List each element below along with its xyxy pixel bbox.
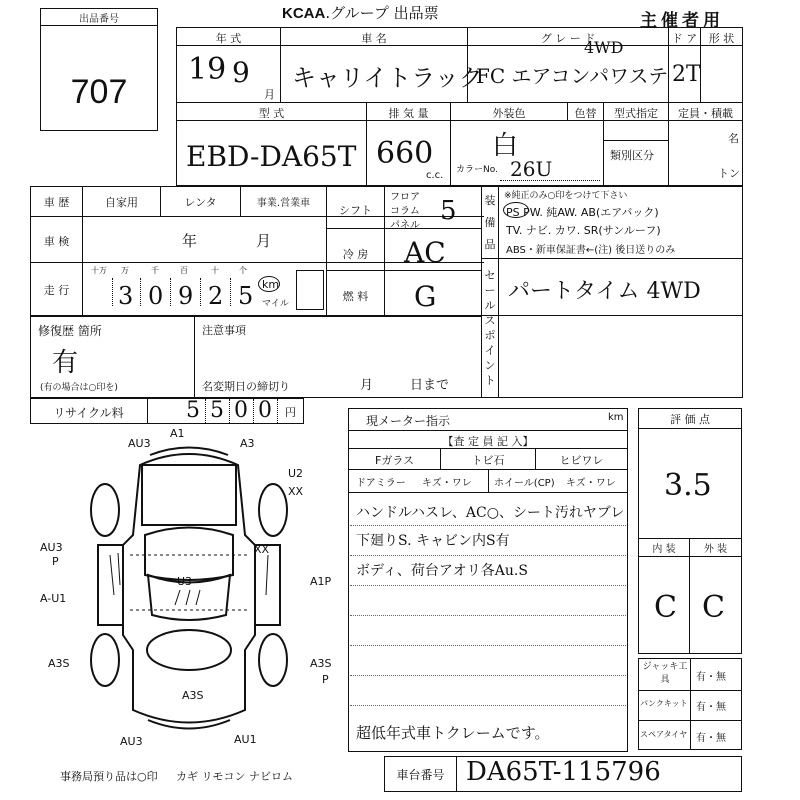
- mark-AU1-front: AU1: [234, 733, 257, 746]
- tire-front-left: [91, 484, 119, 536]
- month-unit: 月: [264, 88, 275, 101]
- mark-A3S-left: A3S: [48, 657, 70, 670]
- mile-unit: マイル: [262, 299, 289, 309]
- mirror-label: ドアミラー: [356, 478, 406, 489]
- model-label: 型 式: [258, 107, 285, 120]
- shift-panel: パネル: [390, 220, 420, 231]
- month-value: 9: [232, 56, 250, 89]
- color-change-label: 色替: [574, 107, 597, 120]
- lot-number-box: [40, 8, 158, 131]
- mileage-digit: 3: [118, 282, 134, 310]
- exterior-label: 外 装: [703, 544, 728, 555]
- repair-value: 有: [52, 348, 79, 378]
- jack-options: 有・無: [696, 672, 726, 683]
- mark-U2: U2: [288, 467, 304, 480]
- organizer-label: 主催者用: [640, 11, 724, 31]
- inspection-label: 車 検: [43, 235, 70, 248]
- sales-point-value: パートタイム 4WD: [508, 279, 701, 304]
- displacement-label: 排 気 量: [388, 107, 429, 120]
- shift-column: コラム: [390, 206, 420, 217]
- equipment-line2: TV. ナビ. カワ. SR(サンルーフ): [506, 224, 661, 237]
- history-rental: レンタ: [184, 196, 217, 209]
- doors-label: ド ア: [671, 32, 698, 45]
- type-spec-label: 型式指定: [614, 107, 658, 120]
- sales-point-label: セールスポイント: [484, 269, 496, 387]
- score-value: 3.5: [664, 468, 712, 503]
- vehicle-diagram: [30, 425, 348, 760]
- jack-label: ジャッキ工具: [642, 662, 688, 685]
- history-private: 自家用: [105, 196, 138, 209]
- spare-label: スペアタイヤ: [640, 730, 688, 739]
- deadline-label: 名変期日の締切り: [202, 380, 290, 393]
- sheet-title-text: .グループ 出品票: [325, 4, 439, 22]
- inspector-title: 【査 定 員 記 入】: [442, 435, 534, 448]
- fuel-value: G: [414, 280, 437, 313]
- capacity-unit-tons: トン: [718, 167, 740, 180]
- mileage-digit: 5: [238, 282, 254, 310]
- tire-front-right: [259, 484, 287, 536]
- mark-A3S-front: A3S: [182, 689, 204, 702]
- history-label: 車 歴: [43, 196, 70, 209]
- equipment-line3: ABS・新車保証書←(注) 後日送りのみ: [506, 245, 676, 256]
- mileage-digit: 2: [208, 282, 224, 310]
- shift-floor: フロア: [390, 192, 420, 203]
- inspection-month-unit: 月: [256, 232, 272, 250]
- color-label: 外装色: [492, 107, 526, 120]
- lot-number: 707: [70, 73, 128, 111]
- mark-XX-side: XX: [254, 543, 270, 556]
- km-unit: km: [262, 278, 280, 291]
- office-note: 事務局預り品は○印: [60, 770, 158, 783]
- recycle-digit: 5: [210, 398, 224, 423]
- score-label: 評 価 点: [670, 413, 710, 426]
- exterior-value: C: [702, 590, 725, 625]
- shape-label: 形 状: [708, 32, 735, 45]
- color-no-label: カラーNo.: [456, 165, 498, 175]
- fuel-label: 燃 料: [342, 290, 369, 303]
- equipment-note: ※純正のみ○印をつけて下さい: [504, 191, 628, 201]
- digit-label: 千: [151, 266, 159, 275]
- chassis-label: 車台番号: [396, 768, 445, 782]
- inspector-note-2: 下廻りS. キャビン内S有: [356, 533, 510, 549]
- puncture-options: 有・無: [696, 702, 726, 713]
- displacement-unit: c.c.: [426, 170, 444, 181]
- cabin-outline: [145, 528, 233, 581]
- grade-note: 4WD: [584, 38, 624, 57]
- mileage-digit: 0: [148, 282, 164, 310]
- history-business: 事業.営業車: [256, 198, 311, 209]
- mileage-extra-box: [296, 270, 324, 310]
- inspector-note-4: 超低年式車トクレームです。: [356, 724, 550, 742]
- ps-circle: [503, 202, 529, 218]
- interior-label: 内 装: [652, 544, 676, 555]
- meter-unit: km: [608, 412, 624, 423]
- mark-AU3P: AU3: [40, 541, 63, 554]
- interior-value: C: [654, 590, 677, 625]
- brand-logo: KCAA: [282, 5, 326, 22]
- mark-P-right: P: [322, 673, 329, 686]
- km-circle: [258, 276, 280, 292]
- mark-XX-right: XX: [288, 485, 304, 498]
- digit-label: 万: [121, 266, 129, 275]
- repair-note: (有の場合は○印を): [40, 383, 118, 393]
- recycle-digit: 0: [234, 398, 248, 423]
- repair-label: 修復歴 箇所: [38, 324, 102, 338]
- recycle-unit: 円: [285, 406, 296, 419]
- mark-A1: A1: [170, 427, 185, 440]
- name-label: 車 名: [361, 32, 387, 45]
- class-label: 類別区分: [610, 149, 654, 162]
- office-items: カギ リモコン ナビロム: [176, 770, 293, 783]
- grade-label: グ レ ー ド: [540, 32, 596, 45]
- car-name-value: キャリイトラック: [292, 64, 483, 92]
- wheel-label: ホイール(CP): [494, 478, 555, 489]
- mark-A3S-right: A3S: [310, 657, 332, 670]
- puncture-label: パンクキット: [640, 699, 688, 708]
- equipment-line1: PS PW. 純AW. AB(エアバック): [506, 206, 659, 219]
- year-label: 年 式: [215, 32, 242, 45]
- front-bumper: [148, 720, 230, 729]
- grade-value: FC エアコンパワステ: [476, 64, 669, 88]
- inspector-note-1: ハンドルハスレ、AC○、シート汚れヤブレ: [356, 505, 625, 521]
- tire-rear-left: [91, 634, 119, 686]
- ac-value: AC: [404, 236, 446, 269]
- deadline-month: 月: [360, 378, 374, 393]
- glass-label: Fガラス: [375, 454, 414, 467]
- tire-rear-right: [259, 634, 287, 686]
- recycle-digit: 5: [186, 398, 200, 423]
- color-value: 白: [492, 131, 519, 161]
- year-value: 19: [188, 52, 227, 87]
- digit-label: 十万: [91, 266, 107, 275]
- capacity-label: 定員・積載: [678, 107, 733, 120]
- mark-AU3-rear: AU3: [128, 437, 151, 450]
- lot-label: 出品番号: [79, 14, 119, 25]
- glass-chip: トビ石: [471, 454, 505, 467]
- digit-label: 百: [180, 266, 188, 275]
- deadline-day: 日まで: [410, 378, 450, 393]
- mark-U3: U3: [177, 575, 193, 588]
- recycle-label: リサイクル料: [53, 406, 124, 420]
- digit-label: 十: [211, 266, 219, 275]
- mirror-options: キズ・ワレ: [422, 478, 472, 489]
- shift-label: シフト: [339, 204, 372, 217]
- chassis-value: DA65T-115796: [466, 757, 661, 787]
- inspector-note-3: ボディ、荷台アオリ各Au.S: [356, 563, 528, 579]
- roof: [147, 630, 231, 670]
- model-value: EBD-DA65T: [186, 140, 357, 173]
- truck-bed: [142, 465, 236, 525]
- ac-label: 冷 房: [342, 248, 369, 261]
- shift-value: 5: [440, 196, 457, 226]
- mark-P-left: P: [52, 555, 59, 568]
- displacement-value: 660: [376, 136, 434, 171]
- mark-A1P: A1P: [310, 575, 332, 588]
- caution-label: 注意事項: [202, 324, 246, 337]
- wheel-options: キズ・ワレ: [566, 478, 616, 489]
- digit-label: 个: [239, 266, 247, 275]
- glass-crack: ヒビワレ: [559, 454, 604, 467]
- sheet-title: [282, 2, 439, 23]
- mileage-digit: 9: [178, 282, 194, 310]
- meter-label: 現メーター指示: [366, 414, 451, 428]
- doors-value: 2T: [672, 62, 701, 87]
- mark-AU1: A-U1: [40, 592, 67, 605]
- recycle-digit: 0: [258, 398, 272, 423]
- mileage-label: 走 行: [43, 284, 70, 297]
- equipment-side-label: 装備品: [484, 194, 496, 251]
- spare-options: 有・無: [696, 733, 726, 744]
- capacity-unit-persons: 名: [728, 132, 739, 145]
- inspection-year-unit: 年: [182, 232, 198, 250]
- color-no-value: 26U: [510, 157, 553, 181]
- mark-A3: A3: [240, 437, 255, 450]
- mark-AU3-front: AU3: [120, 735, 143, 748]
